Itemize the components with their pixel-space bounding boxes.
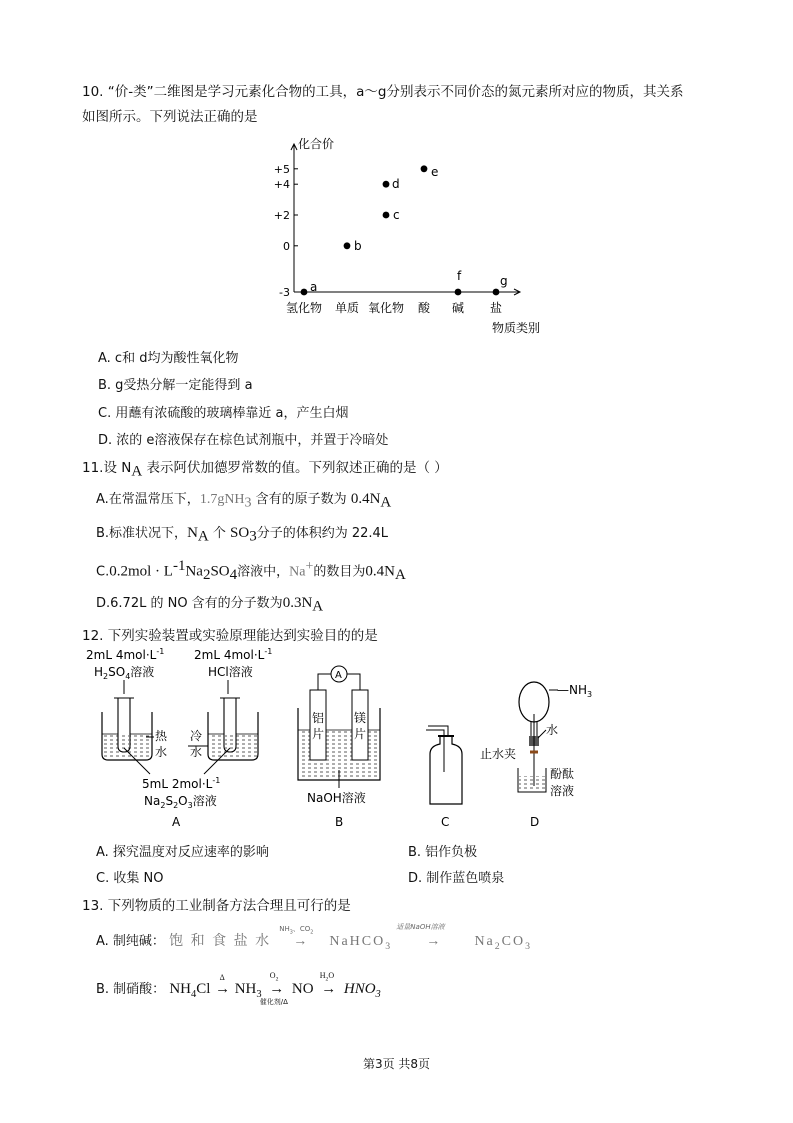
apparatus-figure — [80, 642, 620, 834]
q11-stem — [82, 456, 448, 481]
q10-option-c: C. 用蘸有浓硫酸的玻璃棒靠近 a，产生白烟 — [98, 406, 349, 421]
q13a-pre: A. 制纯碱： — [96, 934, 165, 949]
q11d-pre: D.6.72L 的 NO 含有的分子数为 — [96, 596, 283, 611]
q13a-cond2: 适量NaOH溶液 — [396, 923, 445, 931]
x-tick-label: 碱 — [451, 301, 465, 315]
a-cold-1: 冷 — [190, 729, 203, 743]
valence-class-chart — [270, 130, 560, 340]
data-label-c: c — [393, 208, 400, 222]
q11-stem-rest: 表示阿伏加德罗常数的值。下列叙述正确的是（ ） — [142, 460, 448, 476]
q11-option-c: $C.0.2mol \cdot L^{-1}Na_2SO_4$溶液中，Na+的数目为$0.4N_A$ — [96, 558, 406, 583]
q13b-nh3: $NH_3$ — [234, 981, 262, 1000]
a-right-label1: 2mL $4mol\cdot L^{-1}$ — [194, 647, 273, 662]
q13a-na2co3: $Na_2CO_3$ — [474, 934, 533, 952]
x-tick-label: 酸 — [417, 301, 431, 315]
q11a-mid: 含有的原子数为 — [251, 492, 351, 507]
q13-option-a — [96, 923, 533, 956]
q13b-no: NO — [291, 981, 314, 997]
data-point-c — [383, 212, 390, 219]
page-footer: 第3页 共8页 — [362, 1057, 431, 1071]
a-left-label1: 2mL $4mol\cdot L^{-1}$ — [86, 647, 165, 662]
d-gas-label: $—NH_3$ — [557, 683, 593, 699]
q11b-formula: SO — [230, 525, 250, 541]
q11c-so: SO — [210, 563, 230, 580]
data-label-g: g — [500, 274, 508, 288]
q12-option-b: B. 铝作负极 — [408, 845, 478, 860]
q11-stem-text: 11.设 N — [82, 460, 132, 476]
apparatus-c — [426, 726, 462, 829]
q13b-arrow3: $H_2O$ → — [319, 971, 337, 997]
x-axis-label: 物质类别 — [491, 321, 541, 335]
q13a-arrow2: 适量NaOH溶液 → — [396, 923, 445, 949]
x-tick-label: 氧化物 — [367, 301, 405, 315]
y-tick-label: +5 — [273, 162, 290, 176]
c-tag: C — [441, 815, 450, 829]
q13b-hno3: $HNO_3$ — [343, 981, 381, 1000]
data-point-f — [455, 289, 462, 296]
q10-stem-line2: 如图所示。下列说法正确的是 — [82, 109, 258, 125]
q12-option-d: D. 制作蓝色喷泉 — [408, 871, 505, 886]
q11a-pre: A.在常温常压下， — [96, 492, 200, 507]
data-label-f: f — [457, 269, 462, 283]
q13-option-b — [96, 971, 381, 1006]
q11c-math: 0.2mol · L — [109, 563, 173, 580]
y-tick-label: -3 — [279, 286, 290, 299]
q13b-cond2bot: 催化剂/Δ — [259, 998, 288, 1006]
b-left-2: 片 — [312, 727, 325, 741]
x-tick-label: 单质 — [334, 301, 360, 315]
q13b-pre: B. 制硝酸： — [96, 982, 166, 997]
q11a-math: 1.7gNH — [199, 492, 245, 507]
q11c-sup: -1 — [172, 558, 186, 574]
q11b-pre: B.标准状况下， — [96, 526, 188, 541]
q11c-na: Na — [185, 563, 203, 580]
apparatus-a — [86, 647, 272, 829]
apparatus-d — [480, 682, 592, 829]
y-tick-label: +2 — [273, 209, 290, 222]
data-point-b — [344, 242, 351, 249]
b-right-1: 镁 — [354, 711, 367, 725]
q13-stem: 13. 下列物质的工业制备方法合理且可行的是 — [82, 898, 351, 914]
q11c-mid: 溶液中， — [237, 564, 290, 580]
q13a-nahco3: NaHCO$_3$ — [329, 934, 393, 952]
a-right-label2: HCl溶液 — [208, 665, 253, 679]
q13b-arrow1: Δ → — [215, 973, 231, 997]
q11c-ion: Na — [289, 564, 306, 580]
data-label-e: e — [431, 164, 439, 179]
b-right-2: 片 — [354, 727, 367, 741]
q11b-mid: 个 — [208, 526, 231, 541]
apparatus-b — [298, 666, 380, 829]
b-tag: B — [335, 815, 344, 829]
a-hot-1: 热 — [155, 729, 168, 743]
data-label-a: a — [310, 280, 318, 294]
a-bottom-label1: 5mL $2mol\cdot L^{-1}$ — [142, 776, 221, 791]
q11b-n: N — [187, 525, 198, 541]
q13a-cond1b: 、CO — [292, 925, 311, 933]
q13b-cond3b: O — [328, 971, 335, 980]
a-tag: A — [172, 815, 181, 829]
q11b-rest: 分子的体积约为 22.4L — [256, 526, 389, 541]
b-left-1: 铝 — [312, 711, 325, 725]
d-clamp: 止水夹 — [480, 747, 517, 761]
d-water: 水 — [546, 723, 559, 737]
q13a-cond1: NH — [279, 925, 290, 933]
q13b-nh4cl: $NH_4Cl$ — [169, 981, 211, 1000]
q12-option-a: A. 探究温度对反应速率的影响 — [96, 845, 269, 860]
y-tick-label: +4 — [273, 178, 290, 192]
q11c-pre: C. — [96, 564, 110, 580]
a-hot-2: 水 — [155, 745, 168, 759]
data-label-b: b — [354, 238, 362, 253]
q11-option-b: B.标准状况下，$N_A$ 个 $SO_3$分子的体积约为 22.4L — [96, 525, 389, 545]
data-point-e — [421, 165, 428, 172]
q10-option-a: A. c和 d均为酸性氧化物 — [98, 351, 239, 366]
q11-stem-sub: A — [131, 463, 143, 480]
q11-option-d: D.6.72L 的 NO 含有的分子数为$0.3N_A$ — [96, 595, 324, 615]
a-left-label2: $H_2SO_4$溶液 — [94, 665, 155, 681]
data-point-a — [301, 289, 308, 296]
y-tick-label: 0 — [283, 239, 290, 253]
b-solution: NaOH溶液 — [307, 791, 366, 805]
x-tick-label: 氢化物 — [285, 301, 323, 315]
x-tick-label: 盐 — [489, 301, 503, 315]
q11-option-a: A.在常温常压下，1.7gNH$_3$ 含有的原子数为 $0.4N_A$ — [96, 491, 392, 511]
q13a-brine: 饱 和 食 盐 水 — [169, 934, 272, 949]
d-indicator-2: 溶液 — [550, 784, 575, 798]
y-axis-label: 化合价 — [298, 137, 335, 151]
data-point-g — [493, 289, 500, 296]
a-cold-2: 水 — [190, 745, 203, 759]
b-meter: A — [335, 670, 342, 681]
q13b-cond3: H — [319, 971, 326, 980]
q11a-val: 0.4N — [350, 491, 381, 507]
d-indicator-1: 酚酞 — [550, 767, 575, 781]
q13b-cond2top: O — [269, 971, 276, 980]
q10-option-d: D. 浓的 e溶液保存在棕色试剂瓶中，并置于冷暗处 — [98, 433, 389, 448]
q11c-val: 0.4N — [365, 563, 396, 580]
q12-option-c: C. 收集 NO — [96, 871, 164, 886]
q10-stem-line1: 10. “价-类”二维图是学习元素化合物的工具，a～g分别表示不同价态的氮元素所对应的物质，其关系 — [82, 84, 684, 100]
q12-stem: 12. 下列实验装置或实验原理能达到实验目的的是 — [82, 628, 378, 644]
data-point-d — [383, 181, 390, 188]
data-label-d: d — [392, 177, 400, 192]
a-bottom-label2: $Na_2S_2O_3$溶液 — [144, 794, 217, 810]
q13b-arrow2: $O_2$ → 催化剂/Δ — [259, 971, 288, 1006]
q10-option-b: B. g受热分解一定能得到 a — [98, 378, 253, 393]
q13b-cond1: Δ — [219, 973, 225, 982]
d-tag: D — [530, 815, 540, 829]
q11c-rest: 的数目为 — [313, 564, 366, 580]
q13a-arrow1: $NH_3$、$CO_2$ → — [279, 925, 314, 949]
q11d-val: 0.3N — [282, 595, 313, 611]
